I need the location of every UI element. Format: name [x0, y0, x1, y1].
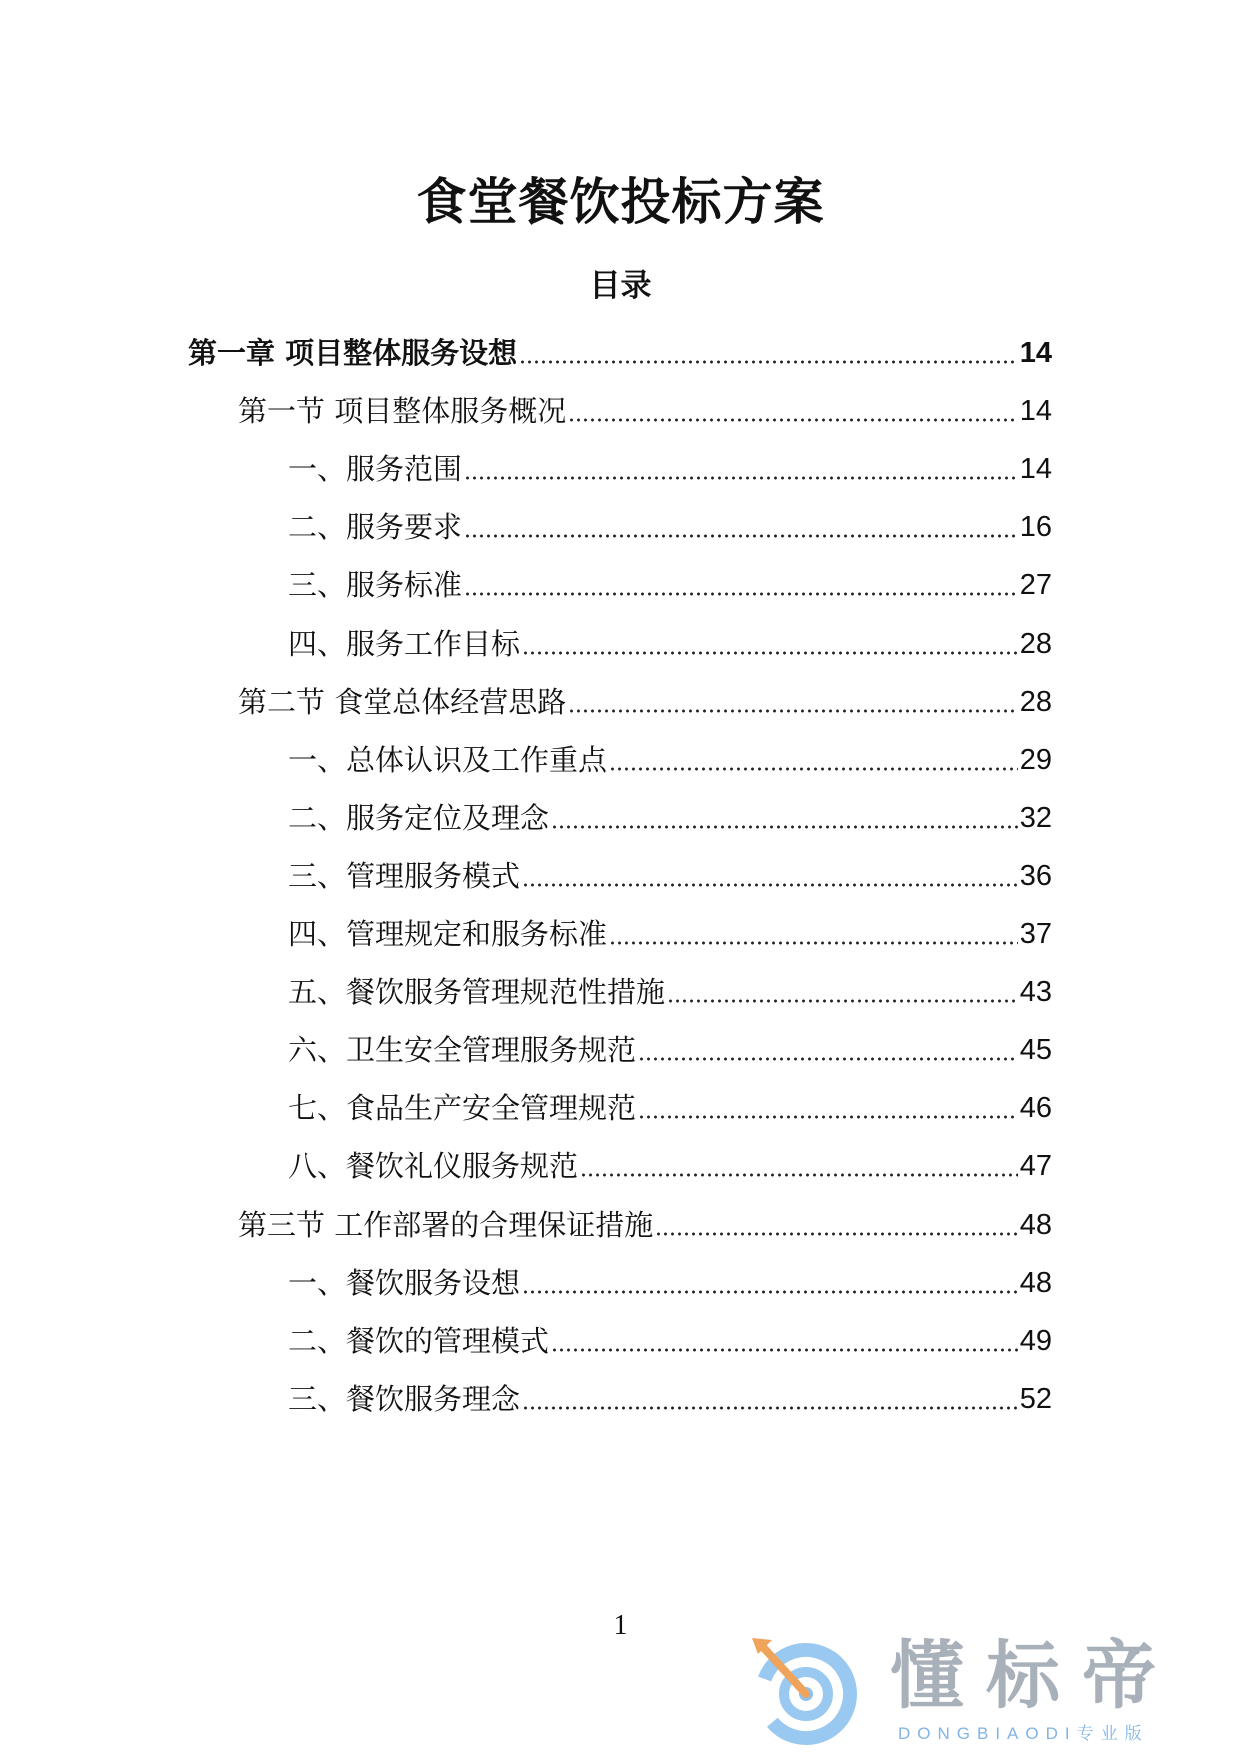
toc-entry-page: 47	[1019, 1150, 1052, 1182]
toc-entry-label: 六、卫生安全管理服务规范	[288, 1033, 637, 1067]
watermark-brand-cn: 懂标帝	[890, 1633, 1178, 1719]
toc-entry[interactable]	[188, 331, 1052, 371]
toc-entry[interactable]	[288, 1144, 1052, 1184]
toc-entry-page: 29	[1019, 744, 1052, 776]
toc-dot-leader	[519, 359, 1018, 365]
toc-entry-page: 32	[1019, 802, 1052, 834]
toc-entry-label: 第三节 工作部署的合理保证措施	[238, 1208, 654, 1242]
toc-entry[interactable]	[238, 680, 1052, 720]
watermark	[748, 1630, 1228, 1750]
toc-entry-label: 二、服务要求	[288, 510, 463, 544]
toc-entry-page: 37	[1019, 918, 1052, 950]
toc-dot-leader	[464, 533, 1018, 539]
toc-dot-leader	[551, 824, 1018, 830]
watermark-brand-en: DONGBIAODI专业版	[898, 1724, 1149, 1743]
toc-dot-leader	[667, 998, 1018, 1004]
toc-entry[interactable]	[288, 1261, 1052, 1301]
document-title: 食堂餐饮投标方案	[416, 173, 825, 231]
toc-dot-leader	[568, 417, 1018, 423]
toc-entry-label: 二、服务定位及理念	[288, 801, 550, 835]
toc-entry-page: 14	[1019, 395, 1052, 427]
toc-dot-leader	[638, 1056, 1018, 1062]
toc-entry-page: 36	[1019, 860, 1052, 892]
toc-dot-leader	[464, 591, 1018, 597]
toc-entry-label: 三、管理服务模式	[288, 859, 521, 893]
toc-entry-page: 28	[1019, 628, 1052, 660]
toc-entry-label: 四、管理规定和服务标准	[288, 917, 608, 951]
toc-entry-label: 一、服务范围	[288, 452, 463, 486]
toc-entry[interactable]	[288, 1086, 1052, 1126]
toc-dot-leader	[568, 708, 1018, 714]
toc-entry-label: 四、服务工作目标	[288, 627, 521, 661]
toc-entry-page: 48	[1019, 1267, 1052, 1299]
toc-entry-label: 三、餐饮服务理念	[288, 1382, 521, 1416]
toc-entry[interactable]	[288, 505, 1052, 545]
toc-dot-leader	[522, 882, 1018, 888]
toc-dot-leader	[638, 1114, 1018, 1120]
toc-entry[interactable]	[288, 563, 1052, 603]
toc-entry-page: 16	[1019, 511, 1052, 543]
page-number: 1	[613, 1610, 628, 1641]
toc-entry-page: 52	[1019, 1383, 1052, 1415]
toc-entry-page: 27	[1019, 569, 1052, 601]
toc-entry-page: 43	[1019, 976, 1052, 1008]
toc-dot-leader	[522, 650, 1018, 656]
toc-entry-label: 第二节 食堂总体经营思路	[238, 685, 567, 719]
toc-entry-label: 八、餐饮礼仪服务规范	[288, 1149, 579, 1183]
toc-entry[interactable]	[288, 970, 1052, 1010]
target-arrow-icon	[748, 1630, 868, 1750]
toc-entry[interactable]	[288, 622, 1052, 662]
toc-entry[interactable]	[288, 1377, 1052, 1417]
toc-entry[interactable]	[288, 854, 1052, 894]
toc-dot-leader	[609, 766, 1018, 772]
toc-entry-label: 七、食品生产安全管理规范	[288, 1091, 637, 1125]
toc-entry-page: 14	[1019, 453, 1052, 485]
toc-entry[interactable]	[288, 796, 1052, 836]
toc-entry-label: 五、餐饮服务管理规范性措施	[288, 975, 666, 1009]
toc-entry[interactable]	[288, 1028, 1052, 1068]
toc-entry[interactable]	[288, 912, 1052, 952]
toc-entry[interactable]	[238, 1203, 1052, 1243]
toc-dot-leader	[522, 1405, 1018, 1411]
toc-entry-page: 14	[1019, 337, 1052, 369]
toc-entry-label: 一、餐饮服务设想	[288, 1266, 521, 1300]
toc-entry-label: 一、总体认识及工作重点	[288, 743, 608, 777]
toc-entry-label: 三、服务标准	[288, 568, 463, 602]
toc-entry-label: 二、餐饮的管理模式	[288, 1324, 550, 1358]
toc-entry[interactable]	[288, 1319, 1052, 1359]
toc-dot-leader	[609, 940, 1018, 946]
toc-entry-page: 49	[1019, 1325, 1052, 1357]
toc-entry[interactable]	[238, 389, 1052, 429]
toc-entry[interactable]	[288, 447, 1052, 487]
toc-entry-page: 45	[1019, 1034, 1052, 1066]
toc-heading: 目录	[589, 268, 652, 304]
toc-dot-leader	[464, 475, 1018, 481]
toc-dot-leader	[580, 1172, 1018, 1178]
toc-entry-label: 第一章 项目整体服务设想	[188, 336, 518, 370]
toc-dot-leader	[655, 1231, 1018, 1237]
toc-dot-leader	[551, 1347, 1018, 1353]
toc-entry-page: 46	[1019, 1092, 1052, 1124]
toc-dot-leader	[522, 1289, 1018, 1295]
toc-entry[interactable]	[288, 738, 1052, 778]
toc-entry-page: 48	[1019, 1209, 1052, 1241]
toc-entry-page: 28	[1019, 686, 1052, 718]
toc-entry-label: 第一节 项目整体服务概况	[238, 394, 567, 428]
